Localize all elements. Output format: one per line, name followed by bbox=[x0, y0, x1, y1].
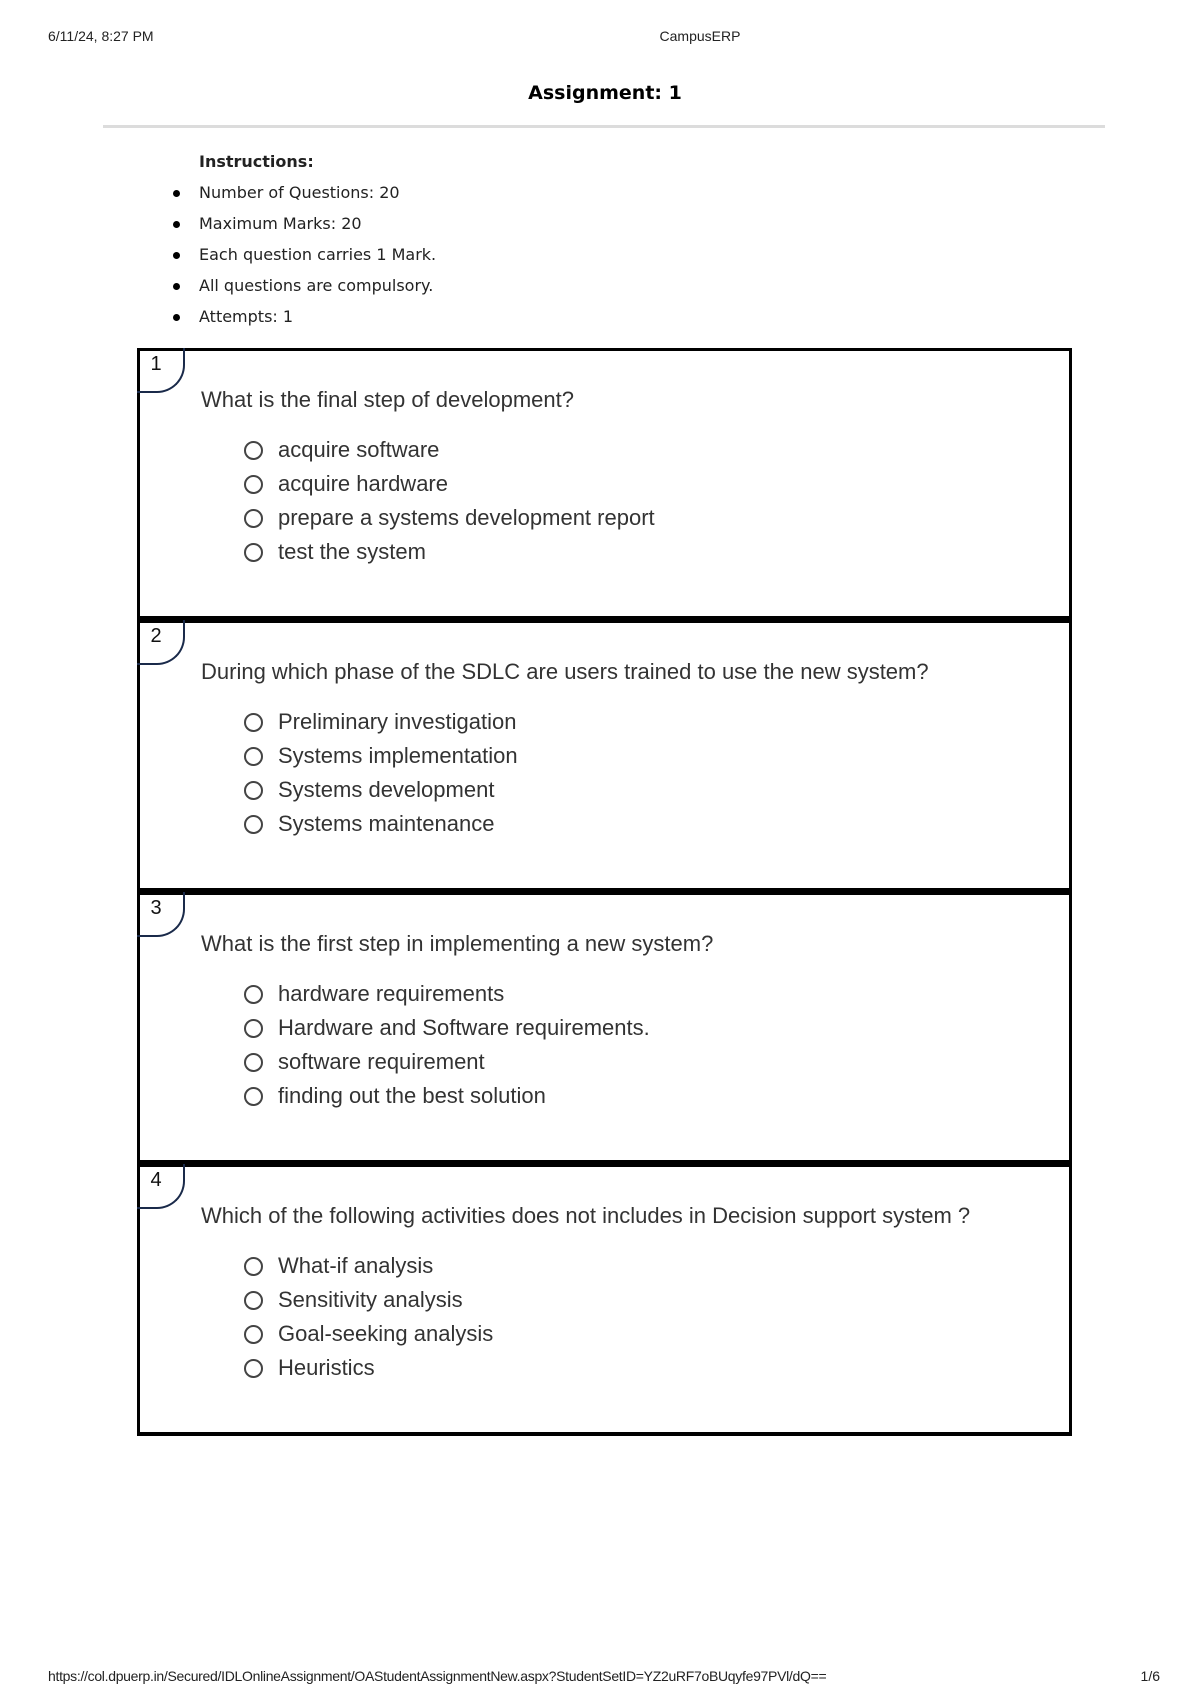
question-number-badge: 4 bbox=[137, 1164, 185, 1209]
answer-option[interactable] bbox=[244, 467, 655, 501]
page-counter: 1/6 bbox=[1140, 1668, 1160, 1684]
question-text: During which phase of the SDLC are users trained to use the new system? bbox=[201, 659, 929, 684]
option-label[interactable]: Hardware and Software requirements. bbox=[278, 1015, 650, 1040]
option-label[interactable]: What-if analysis bbox=[278, 1253, 434, 1278]
question-text: Which of the following activities does not includes in Decision support system ? bbox=[201, 1203, 971, 1228]
instruction-item: Each question carries 1 Mark. bbox=[172, 245, 436, 276]
option-label[interactable]: test the system bbox=[278, 539, 426, 564]
title-divider bbox=[103, 125, 1105, 128]
answer-option[interactable] bbox=[244, 705, 518, 739]
radio-button[interactable] bbox=[244, 713, 263, 732]
option-label[interactable]: Goal-seeking analysis bbox=[278, 1321, 494, 1346]
radio-button[interactable] bbox=[244, 1087, 263, 1106]
option-label[interactable]: Heuristics bbox=[278, 1355, 375, 1380]
question-text: What is the final step of development? bbox=[201, 387, 574, 412]
option-label[interactable]: Sensitivity analysis bbox=[278, 1287, 463, 1312]
answer-option[interactable] bbox=[244, 433, 655, 467]
answer-option[interactable] bbox=[244, 1351, 493, 1385]
print-date: 6/11/24, 8:27 PM bbox=[48, 28, 154, 44]
option-label[interactable]: Systems implementation bbox=[278, 743, 518, 768]
option-label[interactable]: Systems development bbox=[278, 777, 495, 802]
radio-button[interactable] bbox=[244, 815, 263, 834]
instruction-item: Maximum Marks: 20 bbox=[172, 214, 436, 245]
answer-option[interactable] bbox=[244, 977, 650, 1011]
answer-options bbox=[244, 433, 655, 569]
option-label[interactable]: acquire hardware bbox=[278, 471, 448, 496]
radio-button[interactable] bbox=[244, 475, 263, 494]
radio-button[interactable] bbox=[244, 1019, 263, 1038]
radio-button[interactable] bbox=[244, 1257, 263, 1276]
instructions-list bbox=[172, 183, 436, 338]
radio-button[interactable] bbox=[244, 1053, 263, 1072]
answer-option[interactable] bbox=[244, 773, 518, 807]
radio-button[interactable] bbox=[244, 543, 263, 562]
answer-option[interactable] bbox=[244, 1045, 650, 1079]
radio-button[interactable] bbox=[244, 781, 263, 800]
option-label[interactable]: Preliminary investigation bbox=[278, 709, 517, 734]
question-card bbox=[137, 348, 1072, 620]
radio-button[interactable] bbox=[244, 441, 263, 460]
question-number-badge: 1 bbox=[137, 348, 185, 393]
question-card bbox=[137, 620, 1072, 892]
page-title: Assignment: 1 bbox=[528, 82, 682, 104]
answer-options bbox=[244, 977, 650, 1113]
option-label[interactable]: Systems maintenance bbox=[278, 811, 495, 836]
print-site-title: CampusERP bbox=[659, 28, 741, 44]
page-url: https://col.dpuerp.in/Secured/IDLOnlineAssignment/OAStudentAssignmentNew.aspx?StudentSetID=YZ2uRF7oBUqyfe97PVl/dQ== bbox=[48, 1668, 827, 1684]
answer-option[interactable] bbox=[244, 501, 655, 535]
radio-button[interactable] bbox=[244, 1359, 263, 1378]
instruction-item: Attempts: 1 bbox=[172, 307, 436, 338]
radio-button[interactable] bbox=[244, 985, 263, 1004]
option-label[interactable]: prepare a systems development report bbox=[278, 505, 655, 530]
radio-button[interactable] bbox=[244, 1291, 263, 1310]
radio-button[interactable] bbox=[244, 1325, 263, 1344]
instruction-item: Number of Questions: 20 bbox=[172, 183, 436, 214]
radio-button[interactable] bbox=[244, 509, 263, 528]
answer-option[interactable] bbox=[244, 1317, 493, 1351]
answer-options bbox=[244, 1249, 493, 1385]
answer-option[interactable] bbox=[244, 1283, 493, 1317]
question-text: What is the first step in implementing a new system? bbox=[201, 931, 714, 956]
answer-option[interactable] bbox=[244, 1249, 493, 1283]
answer-option[interactable] bbox=[244, 739, 518, 773]
instruction-item: All questions are compulsory. bbox=[172, 276, 436, 307]
option-label[interactable]: acquire software bbox=[278, 437, 440, 462]
answer-option[interactable] bbox=[244, 807, 518, 841]
radio-button[interactable] bbox=[244, 747, 263, 766]
question-number-badge: 3 bbox=[137, 892, 185, 937]
question-list bbox=[137, 348, 1072, 1436]
option-label[interactable]: finding out the best solution bbox=[278, 1083, 546, 1108]
answer-option[interactable] bbox=[244, 1011, 650, 1045]
question-number-badge: 2 bbox=[137, 620, 185, 665]
option-label[interactable]: software requirement bbox=[278, 1049, 485, 1074]
print-header bbox=[0, 28, 1200, 48]
instructions-heading: Instructions: bbox=[199, 152, 314, 171]
option-label[interactable]: hardware requirements bbox=[278, 981, 505, 1006]
answer-option[interactable] bbox=[244, 535, 655, 569]
question-card bbox=[137, 1164, 1072, 1436]
question-card bbox=[137, 892, 1072, 1164]
answer-option[interactable] bbox=[244, 1079, 650, 1113]
answer-options bbox=[244, 705, 518, 841]
